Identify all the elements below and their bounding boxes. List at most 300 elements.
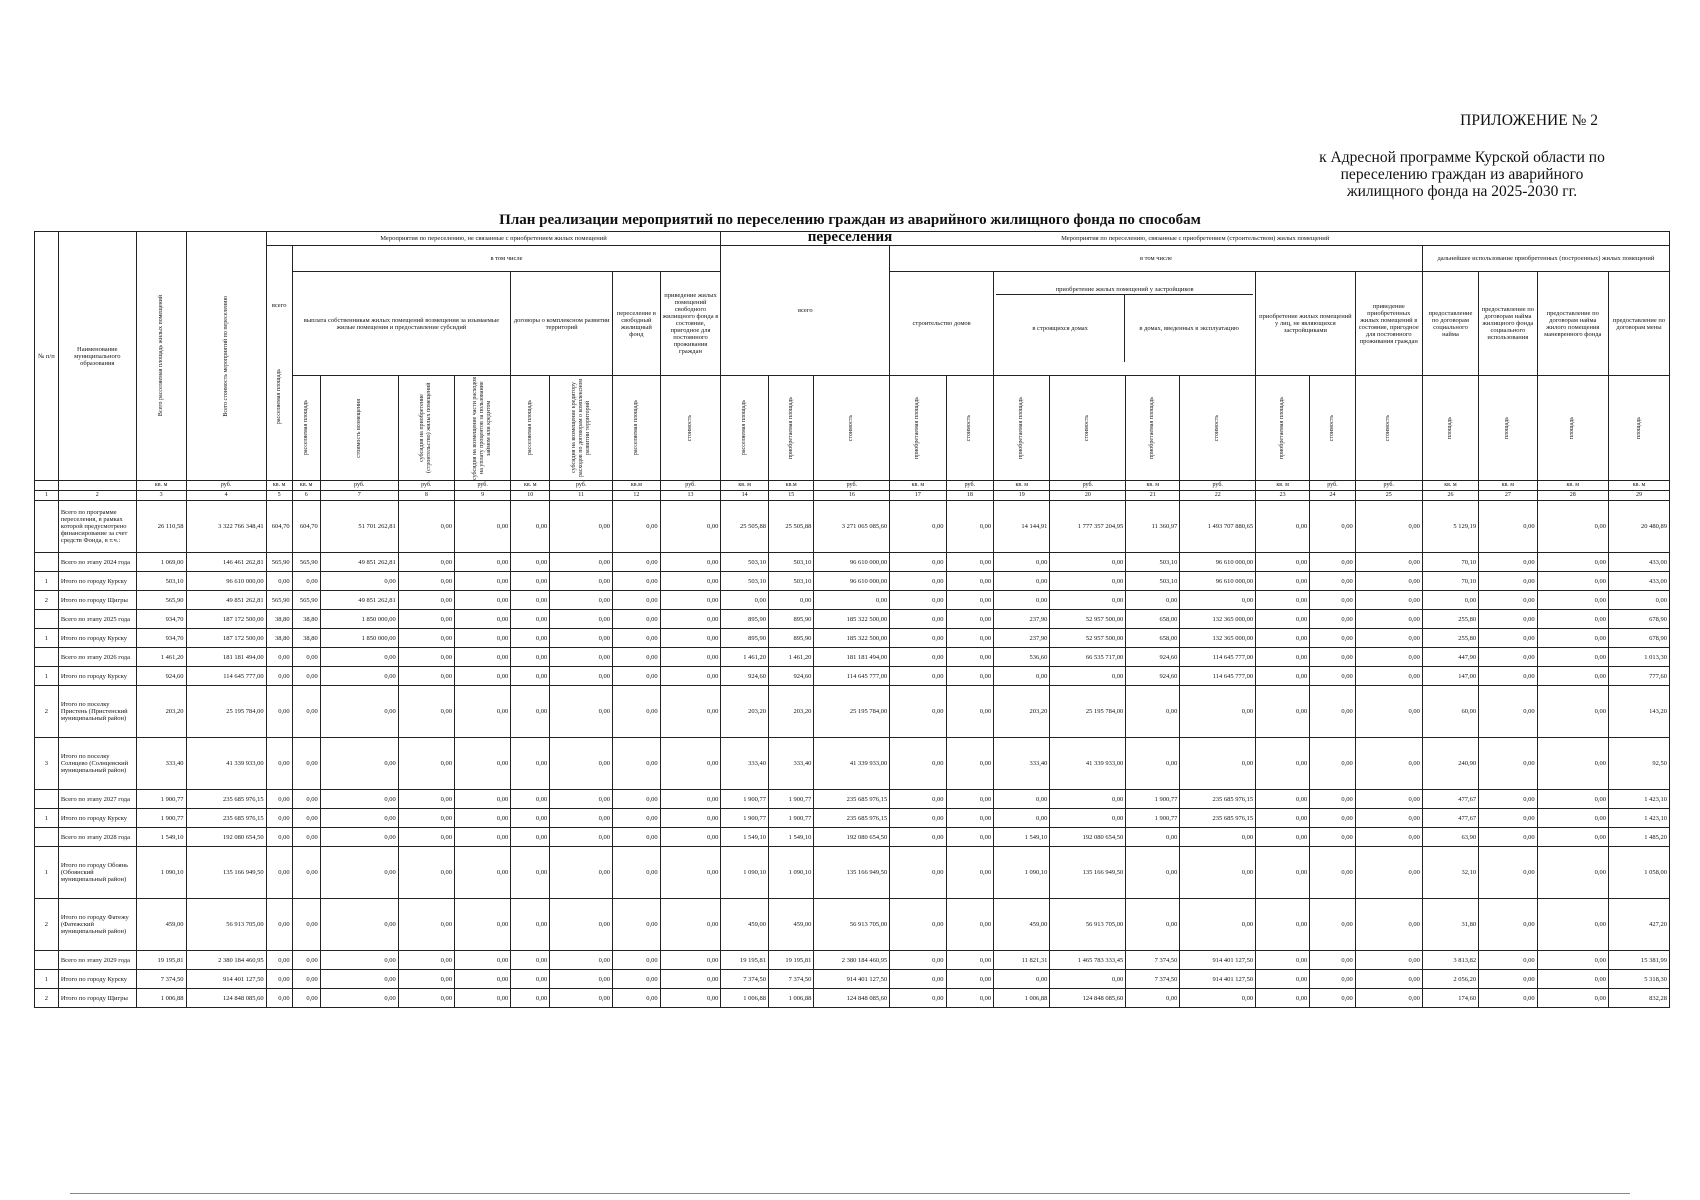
cell-col-15: 7 374,50 [768,970,813,989]
cell-col-7: 1 850 000,00 [320,629,398,648]
unit-col-28: кв. м [1537,481,1608,491]
cell-col-19: 0,00 [994,790,1050,809]
cell-col-17: 0,00 [890,667,946,686]
cell-col-13: 0,00 [660,501,721,553]
cell-col-13: 0,00 [660,648,721,667]
cell-col-7: 1 850 000,00 [320,610,398,629]
cell-col-14: 1 006,88 [721,989,769,1008]
header-construction: строительство домов [890,272,994,376]
cell-col-10: 0,00 [511,970,550,989]
header-total-area: Всего расселяемая площадь жилых помещений [136,232,186,481]
page-bottom-edge [70,1193,1630,1194]
header-incl-b: в том числе [890,246,1423,272]
cell-col-3: 1 900,77 [136,790,186,809]
cell-col-12: 0,00 [613,970,661,989]
cell-col-13: 0,00 [660,989,721,1008]
cell-col-12: 0,00 [613,828,661,847]
cell-col-4: 96 610 000,00 [186,572,266,591]
cell-col-3: 203,20 [136,686,186,738]
cell-col-29: 143,20 [1609,686,1670,738]
cell-col-23: 0,00 [1256,970,1310,989]
table-row [35,686,1670,738]
cell-col-4: 192 080 654,50 [186,828,266,847]
cell-col-29: 427,20 [1609,899,1670,951]
cell-col-11: 0,00 [550,572,613,591]
colnum-col-9: 9 [455,491,511,501]
cell-col-17: 0,00 [890,899,946,951]
cell-col-3: 459,00 [136,899,186,951]
cell-col-19: 0,00 [994,553,1050,572]
cell-col-11: 0,00 [550,989,613,1008]
cell-col-12: 0,00 [613,667,661,686]
cell-col-23: 0,00 [1256,790,1310,809]
cell-col-28: 0,00 [1537,790,1608,809]
cell-col-15: 1 900,77 [768,790,813,809]
cell-col-5: 0,00 [266,828,292,847]
cell-col-9: 0,00 [455,989,511,1008]
row-name: Итого по поселку Солнцево (Солнцевский муниципальный район) [58,738,136,790]
cell-col-11: 0,00 [550,970,613,989]
table-row [35,989,1670,1008]
cell-col-19: 0,00 [994,667,1050,686]
cell-col-27: 0,00 [1479,572,1537,591]
cell-col-11: 0,00 [550,648,613,667]
cell-col-5: 0,00 [266,686,292,738]
cell-col-13: 0,00 [660,629,721,648]
colnum-col-5: 5 [266,491,292,501]
cell-col-25: 0,00 [1355,572,1422,591]
cell-col-26: 255,80 [1422,629,1478,648]
cell-col-28: 0,00 [1537,610,1608,629]
cell-col-28: 0,00 [1537,648,1608,667]
cell-col-25: 0,00 [1355,648,1422,667]
subheader-col-12: расселяемая площадь [613,376,661,481]
cell-col-10: 0,00 [511,847,550,899]
cell-col-21: 11 360,97 [1126,501,1180,553]
header-repair: приведение приобретенных жилых помещений в состояние, пригодное для постоянного проживания граждан [1355,272,1422,376]
row-name: Всего по этапу 2028 года [58,828,136,847]
cell-col-5: 0,00 [266,899,292,951]
unit-col-24: руб. [1310,481,1355,491]
header-social-rent: предоставление по договорам социального найма [1422,272,1478,376]
cell-col-4: 3 322 766 348,41 [186,501,266,553]
cell-col-22: 114 645 777,00 [1180,667,1256,686]
cell-col-20: 192 080 654,50 [1050,828,1126,847]
colnum-col-3: 3 [136,491,186,501]
cell-col-25: 0,00 [1355,591,1422,610]
cell-col-11: 0,00 [550,899,613,951]
header-free-fund-repair: приведение жилых помещений свободного жилищного фонда в состояние, пригодное для постоянного проживания граждан [660,272,721,376]
subheader-col-28: площадь [1537,376,1608,481]
row-name: Итого по городу Курску [58,629,136,648]
row-name: Итого по городу Курску [58,970,136,989]
row-name: Итого по городу Обоянь (Обоянский муниципальный район) [58,847,136,899]
cell-col-6: 0,00 [292,899,320,951]
cell-col-28: 0,00 [1537,989,1608,1008]
cell-col-13: 0,00 [660,809,721,828]
cell-col-11: 0,00 [550,667,613,686]
cell-col-7: 0,00 [320,790,398,809]
cell-col-26: 240,90 [1422,738,1478,790]
cell-col-9: 0,00 [455,951,511,970]
cell-col-21: 658,00 [1126,629,1180,648]
cell-col-11: 0,00 [550,591,613,610]
subheader-col-14: расселяемая площадь [721,376,769,481]
cell-col-26: 70,10 [1422,572,1478,591]
header-developer-purchase [994,272,1256,376]
cell-col-10: 0,00 [511,667,550,686]
cell-col-15: 25 505,88 [768,501,813,553]
cell-col-16: 235 685 976,15 [814,809,890,828]
colnum-col-14: 14 [721,491,769,501]
cell-col-21: 7 374,50 [1126,951,1180,970]
cell-col-4: 114 645 777,00 [186,667,266,686]
cell-col-3: 565,90 [136,591,186,610]
unit-col-11: руб. [550,481,613,491]
cell-col-25: 0,00 [1355,610,1422,629]
cell-col-8: 0,00 [398,847,454,899]
header-group-b: Мероприятия по переселению, связанные с приобретением (строительством) жилых помещений [721,232,1670,246]
cell-col-26: 32,10 [1422,847,1478,899]
cell-col-15: 1 006,88 [768,989,813,1008]
colnum-col-7: 7 [320,491,398,501]
cell-col-17: 0,00 [890,828,946,847]
row-name: Всего по этапу 2027 года [58,790,136,809]
cell-col-18: 0,00 [946,899,994,951]
cell-col-28: 0,00 [1537,738,1608,790]
cell-col-20: 52 957 500,00 [1050,610,1126,629]
cell-col-4: 187 172 500,00 [186,629,266,648]
cell-col-26: 63,90 [1422,828,1478,847]
subheader-col-27: площадь [1479,376,1537,481]
cell-col-27: 0,00 [1479,847,1537,899]
cell-col-18: 0,00 [946,738,994,790]
cell-col-10: 0,00 [511,648,550,667]
cell-col-4: 49 851 262,81 [186,591,266,610]
cell-col-6: 0,00 [292,572,320,591]
cell-col-5: 38,80 [266,610,292,629]
cell-col-14: 503,10 [721,572,769,591]
unit-col-3: кв. м [136,481,186,491]
cell-col-10: 0,00 [511,610,550,629]
subheader-col-6: расселяемая площадь [292,376,320,481]
unit-col-10: кв. м [511,481,550,491]
cell-col-5: 0,00 [266,738,292,790]
cell-col-15: 1 900,77 [768,809,813,828]
unit-col-26: кв. м [1422,481,1478,491]
unit-col-22: руб. [1180,481,1256,491]
subheader-col-13: стоимость [660,376,721,481]
colnum-col-17: 17 [890,491,946,501]
cell-col-3: 934,70 [136,610,186,629]
colnum-col-16: 16 [814,491,890,501]
cell-col-20: 135 166 949,50 [1050,847,1126,899]
cell-col-18: 0,00 [946,989,994,1008]
cell-col-9: 0,00 [455,553,511,572]
header-further-use: дальнейшее использование приобретенных (построенных) жилых помещений [1422,246,1669,272]
cell-col-12: 0,00 [613,790,661,809]
unit-col-7: руб. [320,481,398,491]
appendix-number: ПРИЛОЖЕНИЕ № 2 [1460,112,1598,129]
cell-col-16: 56 913 705,00 [814,899,890,951]
cell-col-29: 832,28 [1609,989,1670,1008]
header-free-fund: переселение в свободный жилищный фонд [613,272,661,376]
cell-col-15: 503,10 [768,572,813,591]
cell-col-8: 0,00 [398,591,454,610]
cell-col-28: 0,00 [1537,970,1608,989]
cell-col-17: 0,00 [890,553,946,572]
colnum-col-21: 21 [1126,491,1180,501]
row-name: Всего по этапу 2024 года [58,553,136,572]
cell-col-29: 433,00 [1609,553,1670,572]
colnum-col-10: 10 [511,491,550,501]
unit-col-19: кв. м [994,481,1050,491]
cell-col-17: 0,00 [890,648,946,667]
cell-col-7: 0,00 [320,970,398,989]
cell-col-23: 0,00 [1256,501,1310,553]
subheader-col-8: субсидия на приобретение (строительство) жилых помещений [398,376,454,481]
subheader-col-16: стоимость [814,376,890,481]
cell-col-23: 0,00 [1256,809,1310,828]
cell-col-6: 565,90 [292,591,320,610]
subheader-col-29: площадь [1609,376,1670,481]
cell-col-8: 0,00 [398,989,454,1008]
cell-col-10: 0,00 [511,501,550,553]
cell-col-26: 0,00 [1422,591,1478,610]
cell-col-19: 459,00 [994,899,1050,951]
cell-col-8: 0,00 [398,790,454,809]
cell-col-29: 15 381,99 [1609,951,1670,970]
cell-col-15: 0,00 [768,591,813,610]
cell-col-12: 0,00 [613,553,661,572]
cell-col-19: 1 006,88 [994,989,1050,1008]
cell-col-17: 0,00 [890,686,946,738]
table-row [35,790,1670,809]
cell-col-6: 38,80 [292,629,320,648]
cell-col-15: 333,40 [768,738,813,790]
cell-col-24: 0,00 [1310,738,1355,790]
unit-col-5: кв. м [266,481,292,491]
cell-col-29: 678,90 [1609,629,1670,648]
colnum-col-15: 15 [768,491,813,501]
cell-col-18: 0,00 [946,667,994,686]
cell-col-6: 0,00 [292,989,320,1008]
unit-col-8: руб. [398,481,454,491]
cell-col-29: 1 485,20 [1609,828,1670,847]
cell-col-25: 0,00 [1355,629,1422,648]
unit-col-25: руб. [1355,481,1422,491]
cell-col-21: 7 374,50 [1126,970,1180,989]
table-row [35,970,1670,989]
cell-col-23: 0,00 [1256,738,1310,790]
cell-col-25: 0,00 [1355,667,1422,686]
colnum-col-8: 8 [398,491,454,501]
cell-col-20: 52 957 500,00 [1050,629,1126,648]
cell-col-26: 5 129,19 [1422,501,1478,553]
cell-col-25: 0,00 [1355,738,1422,790]
unit-col-16: руб. [814,481,890,491]
cell-col-9: 0,00 [455,667,511,686]
cell-col-20: 1 465 783 333,45 [1050,951,1126,970]
cell-col-17: 0,00 [890,989,946,1008]
cell-col-5: 0,00 [266,667,292,686]
cell-col-29: 1 058,00 [1609,847,1670,899]
cell-col-7: 0,00 [320,951,398,970]
row-number [35,790,59,809]
cell-col-23: 0,00 [1256,553,1310,572]
cell-col-16: 25 195 784,00 [814,686,890,738]
cell-col-20: 0,00 [1050,667,1126,686]
table-row [35,667,1670,686]
cell-col-25: 0,00 [1355,501,1422,553]
cell-col-22: 132 365 000,00 [1180,629,1256,648]
table-row [35,610,1670,629]
cell-col-8: 0,00 [398,951,454,970]
row-name: Итого по городу Курску [58,667,136,686]
cell-col-3: 924,60 [136,667,186,686]
cell-col-11: 0,00 [550,809,613,828]
cell-col-5: 0,00 [266,970,292,989]
subheader-col-24: стоимость [1310,376,1355,481]
subheader-col-21: приобретаемая площадь [1126,376,1180,481]
cell-col-29: 678,90 [1609,610,1670,629]
cell-col-26: 2 056,20 [1422,970,1478,989]
subheader-col-5: расселяемая площадь [275,368,282,425]
cell-col-18: 0,00 [946,686,994,738]
cell-col-16: 192 080 654,50 [814,828,890,847]
cell-col-27: 0,00 [1479,809,1537,828]
cell-col-18: 0,00 [946,648,994,667]
cell-col-26: 447,90 [1422,648,1478,667]
cell-col-23: 0,00 [1256,828,1310,847]
cell-col-6: 0,00 [292,847,320,899]
cell-col-18: 0,00 [946,553,994,572]
cell-col-3: 1 006,88 [136,989,186,1008]
table-row [35,572,1670,591]
cell-col-12: 0,00 [613,591,661,610]
cell-col-8: 0,00 [398,828,454,847]
header-no: № п/п [35,232,59,481]
subheader-col-9: субсидия на возмещение части расходов на уплату процентов за пользование займом или кредитом [455,376,511,481]
cell-col-18: 0,00 [946,629,994,648]
document-title: План реализации мероприятий по переселению граждан из аварийного жилищного фонда по способам переселения [499,212,1201,245]
cell-col-21: 0,00 [1126,686,1180,738]
cell-col-19: 333,40 [994,738,1050,790]
cell-col-15: 895,90 [768,629,813,648]
cell-col-28: 0,00 [1537,572,1608,591]
subheader-col-23: приобретаемая площадь [1256,376,1310,481]
cell-col-20: 56 913 705,00 [1050,899,1126,951]
cell-col-10: 0,00 [511,686,550,738]
cell-col-15: 459,00 [768,899,813,951]
subheader-col-25: стоимость [1355,376,1422,481]
cell-col-6: 0,00 [292,648,320,667]
cell-col-17: 0,00 [890,790,946,809]
cell-col-11: 0,00 [550,951,613,970]
cell-col-22: 0,00 [1180,738,1256,790]
colnum-col-20: 20 [1050,491,1126,501]
cell-col-9: 0,00 [455,847,511,899]
table-row [35,809,1670,828]
cell-col-4: 2 380 184 460,95 [186,951,266,970]
cell-col-10: 0,00 [511,951,550,970]
cell-col-25: 0,00 [1355,847,1422,899]
cell-col-7: 0,00 [320,648,398,667]
cell-col-22: 96 610 000,00 [1180,553,1256,572]
colnum-col-29: 29 [1609,491,1670,501]
cell-col-25: 0,00 [1355,553,1422,572]
cell-col-13: 0,00 [660,790,721,809]
cell-col-22: 0,00 [1180,828,1256,847]
cell-col-12: 0,00 [613,951,661,970]
cell-col-29: 0,00 [1609,591,1670,610]
cell-col-19: 536,60 [994,648,1050,667]
cell-col-5: 565,90 [266,591,292,610]
cell-col-17: 0,00 [890,610,946,629]
cell-col-14: 1 549,10 [721,828,769,847]
cell-col-7: 0,00 [320,738,398,790]
cell-col-9: 0,00 [455,629,511,648]
cell-col-29: 433,00 [1609,572,1670,591]
cell-col-6: 0,00 [292,667,320,686]
cell-col-12: 0,00 [613,501,661,553]
cell-col-27: 0,00 [1479,667,1537,686]
cell-col-24: 0,00 [1310,667,1355,686]
cell-col-14: 7 374,50 [721,970,769,989]
cell-col-3: 333,40 [136,738,186,790]
cell-col-5: 38,80 [266,629,292,648]
cell-col-11: 0,00 [550,686,613,738]
cell-col-24: 0,00 [1310,648,1355,667]
cell-col-13: 0,00 [660,686,721,738]
cell-col-12: 0,00 [613,989,661,1008]
colnum-col-19: 19 [994,491,1050,501]
cell-col-7: 0,00 [320,686,398,738]
cell-col-8: 0,00 [398,899,454,951]
cell-col-24: 0,00 [1310,790,1355,809]
row-number: 2 [35,686,59,738]
cell-col-22: 914 401 127,50 [1180,970,1256,989]
cell-col-24: 0,00 [1310,970,1355,989]
colnum-col-11: 11 [550,491,613,501]
cell-col-10: 0,00 [511,738,550,790]
unit-col-14: кв. м [721,481,769,491]
table-row [35,591,1670,610]
cell-col-21: 1 900,77 [1126,809,1180,828]
row-number: 1 [35,667,59,686]
cell-col-19: 0,00 [994,572,1050,591]
cell-col-12: 0,00 [613,738,661,790]
cell-col-18: 0,00 [946,809,994,828]
cell-col-21: 658,00 [1126,610,1180,629]
cell-col-26: 477,67 [1422,809,1478,828]
cell-col-28: 0,00 [1537,828,1608,847]
cell-col-15: 1 549,10 [768,828,813,847]
unit-col-6: кв. м [292,481,320,491]
cell-col-24: 0,00 [1310,951,1355,970]
cell-col-24: 0,00 [1310,847,1355,899]
cell-col-16: 181 181 494,00 [814,648,890,667]
cell-col-20: 25 195 784,00 [1050,686,1126,738]
cell-col-9: 0,00 [455,610,511,629]
table-row [35,847,1670,899]
cell-col-3: 1 069,00 [136,553,186,572]
cell-col-15: 503,10 [768,553,813,572]
cell-col-16: 0,00 [814,591,890,610]
cell-col-10: 0,00 [511,572,550,591]
cell-col-22: 0,00 [1180,686,1256,738]
cell-col-7: 0,00 [320,828,398,847]
